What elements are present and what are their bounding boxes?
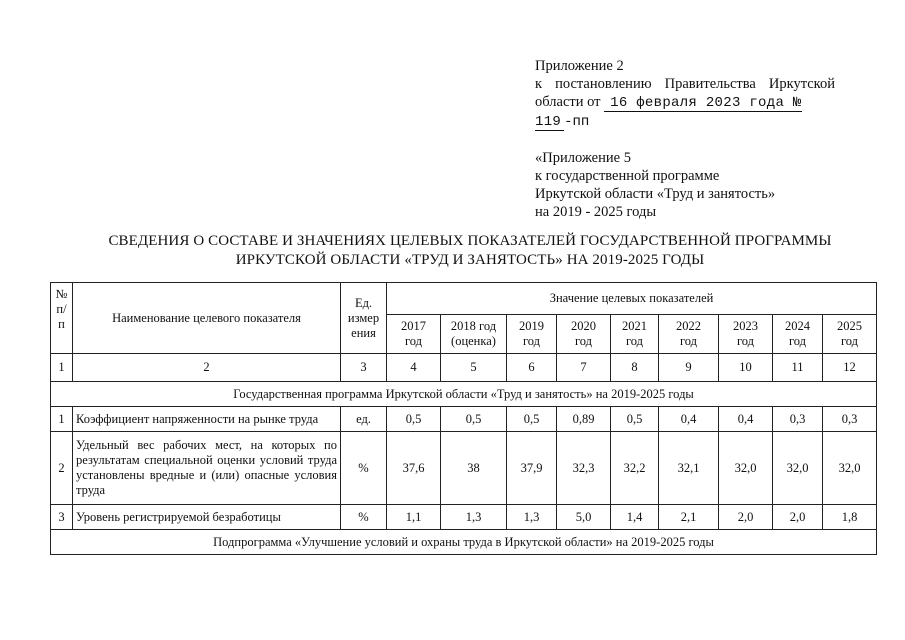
indicator-name: Коэффициент напряженности на рынке труда bbox=[73, 407, 341, 432]
document-title-line-1: СВЕДЕНИЯ О СОСТАВЕ И ЗНАЧЕНИЯХ ЦЕЛЕВЫХ ПОКАЗАТЕЛЕЙ ГОСУДАРСТВЕННОЙ ПРОГРАММЫ bbox=[108, 233, 832, 249]
indicator-value: 5,0 bbox=[557, 505, 611, 530]
header-values: Значение целевых показателей bbox=[387, 283, 877, 315]
indicators-table bbox=[50, 282, 877, 555]
table-row bbox=[51, 407, 877, 432]
annex5-line: к государственной программе bbox=[535, 168, 720, 184]
annex-title: Приложение 2 bbox=[535, 58, 624, 74]
program-row bbox=[51, 382, 877, 407]
column-number: 2 bbox=[73, 354, 341, 382]
document-title-line-2: ИРКУТСКОЙ ОБЛАСТИ «ТРУД И ЗАНЯТОСТЬ» НА 2019-2025 ГОДЫ bbox=[235, 252, 705, 268]
indicator-unit: ед. bbox=[341, 407, 387, 432]
document-title bbox=[60, 232, 880, 270]
indicator-value: 1,8 bbox=[823, 505, 877, 530]
indicator-value: 0,3 bbox=[773, 407, 823, 432]
indicator-value: 1,4 bbox=[611, 505, 659, 530]
header-year: 2025 год bbox=[823, 315, 877, 354]
subprogram-row bbox=[51, 530, 877, 555]
indicator-value: 32,2 bbox=[611, 432, 659, 505]
indicator-value: 0,4 bbox=[719, 407, 773, 432]
annex-header bbox=[535, 57, 835, 221]
column-number: 1 bbox=[51, 354, 73, 382]
indicator-value: 32,0 bbox=[773, 432, 823, 505]
indicator-value: 37,9 bbox=[507, 432, 557, 505]
header-year: 2022 год bbox=[659, 315, 719, 354]
indicator-value: 37,6 bbox=[387, 432, 441, 505]
indicator-value: 0,5 bbox=[387, 407, 441, 432]
column-number: 10 bbox=[719, 354, 773, 382]
subprogram-title: Подпрограмма «Улучшение условий и охраны труда в Иркутской области» на 2019-2025 годы bbox=[51, 530, 877, 555]
indicator-unit: % bbox=[341, 505, 387, 530]
indicator-value: 0,5 bbox=[507, 407, 557, 432]
header-year: 2024 год bbox=[773, 315, 823, 354]
program-title: Государственная программа Иркутской области «Труд и занятость» на 2019-2025 годы bbox=[51, 382, 877, 407]
header-year: 2020 год bbox=[557, 315, 611, 354]
header-name: Наименование целевого показателя bbox=[73, 283, 341, 354]
annex-word: постановлению bbox=[555, 76, 652, 92]
row-number: 1 bbox=[51, 407, 73, 432]
column-number: 7 bbox=[557, 354, 611, 382]
annex-line-2 bbox=[535, 75, 835, 93]
table-row bbox=[51, 432, 877, 505]
indicator-value: 1,3 bbox=[507, 505, 557, 530]
annex-line-3 bbox=[535, 93, 835, 131]
header-unit: Ед. измер ения bbox=[341, 283, 387, 354]
annex-word: к bbox=[535, 76, 543, 92]
indicator-value: 32,1 bbox=[659, 432, 719, 505]
indicator-value: 0,3 bbox=[823, 407, 877, 432]
column-number: 9 bbox=[659, 354, 719, 382]
indicator-value: 1,3 bbox=[441, 505, 507, 530]
row-number: 2 bbox=[51, 432, 73, 505]
column-number: 12 bbox=[823, 354, 877, 382]
indicator-value: 0,5 bbox=[611, 407, 659, 432]
indicator-value: 32,0 bbox=[719, 432, 773, 505]
indicator-value: 38 bbox=[441, 432, 507, 505]
column-number: 11 bbox=[773, 354, 823, 382]
header-row-1 bbox=[51, 283, 877, 315]
header-num: № п/п bbox=[51, 283, 73, 354]
annex-word: Правительства bbox=[664, 76, 756, 92]
indicator-name: Удельный вес рабочих мест, на которых по результатам специальной оценки условий труда установлены вредные и (или) опасные условия труда bbox=[73, 432, 341, 505]
annex-line-3-prefix: области от bbox=[535, 94, 601, 110]
indicator-value: 32,0 bbox=[823, 432, 877, 505]
indicator-name: Уровень регистрируемой безработицы bbox=[73, 505, 341, 530]
indicator-value: 2,0 bbox=[719, 505, 773, 530]
indicator-value: 1,1 bbox=[387, 505, 441, 530]
row-number: 3 bbox=[51, 505, 73, 530]
annex-word: Иркутской bbox=[768, 76, 835, 92]
annex5-line: «Приложение 5 bbox=[535, 150, 631, 166]
header-year: 2019 год bbox=[507, 315, 557, 354]
column-numbers-row bbox=[51, 354, 877, 382]
table-row bbox=[51, 505, 877, 530]
indicator-value: 2,1 bbox=[659, 505, 719, 530]
indicator-value: 0,4 bbox=[659, 407, 719, 432]
column-number: 6 bbox=[507, 354, 557, 382]
resolution-suffix: -пп bbox=[564, 114, 590, 130]
indicator-value: 32,3 bbox=[557, 432, 611, 505]
annex5-line: на 2019 - 2025 годы bbox=[535, 204, 657, 220]
column-number: 5 bbox=[441, 354, 507, 382]
indicator-unit: % bbox=[341, 432, 387, 505]
column-number: 3 bbox=[341, 354, 387, 382]
indicator-value: 2,0 bbox=[773, 505, 823, 530]
indicator-value: 0,89 bbox=[557, 407, 611, 432]
indicator-value: 0,5 bbox=[441, 407, 507, 432]
annex5-block bbox=[535, 149, 835, 221]
header-year: 2017 год bbox=[387, 315, 441, 354]
column-number: 8 bbox=[611, 354, 659, 382]
annex5-line: Иркутской области «Труд и занятость» bbox=[535, 186, 776, 202]
header-year: 2023 год bbox=[719, 315, 773, 354]
header-year: 2018 год (оценка) bbox=[441, 315, 507, 354]
column-number: 4 bbox=[387, 354, 441, 382]
header-year: 2021 год bbox=[611, 315, 659, 354]
resolution-date-number: 16 февраля 2023 года № 119 bbox=[535, 95, 802, 130]
